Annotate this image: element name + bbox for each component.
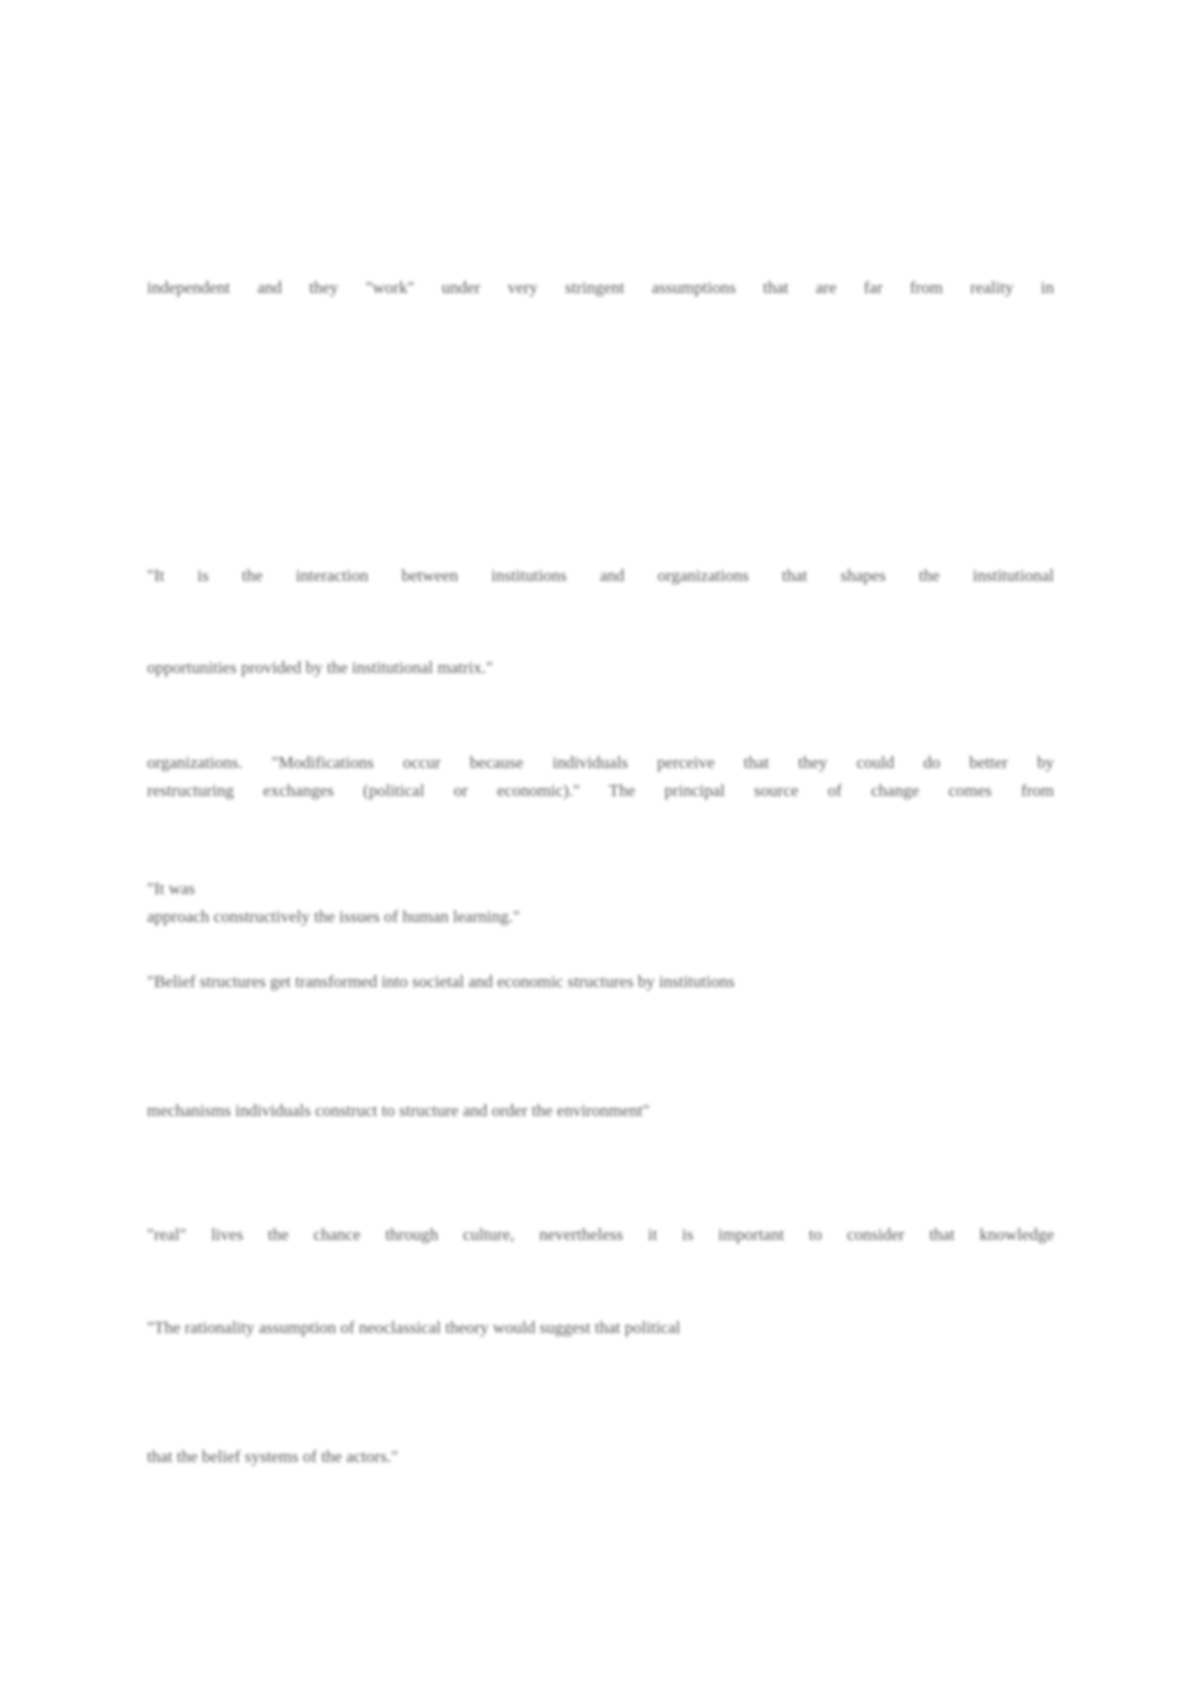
text-line: "Belief structures get transformed into societal and economic structures by institutions: [147, 972, 735, 991]
text-line: opportunities provided by the institutional matrix.": [147, 658, 493, 677]
text-line: approach constructively the issues of human learning.": [147, 907, 520, 926]
text-line: "real" lives the chance through culture, nevertheless it is important to consider that knowledge: [147, 1225, 1054, 1244]
text-line: restructuring exchanges (political or economic)." The principal source of change comes from: [147, 781, 1054, 800]
text-line: independent and they "work" under very stringent assumptions that are far from reality in: [147, 278, 1054, 297]
text-line: mechanisms individuals construct to structure and order the environment": [147, 1101, 650, 1120]
text-line: organizations. "Modifications occur because individuals perceive that they could do better by: [147, 753, 1054, 772]
text-line: that the belief systems of the actors.": [147, 1447, 399, 1466]
text-line: "The rationality assumption of neoclassical theory would suggest that political: [147, 1318, 681, 1337]
text-line: "It is the interaction between institutions and organizations that shapes the institutional: [147, 566, 1054, 585]
text-line: "It was: [147, 879, 196, 898]
